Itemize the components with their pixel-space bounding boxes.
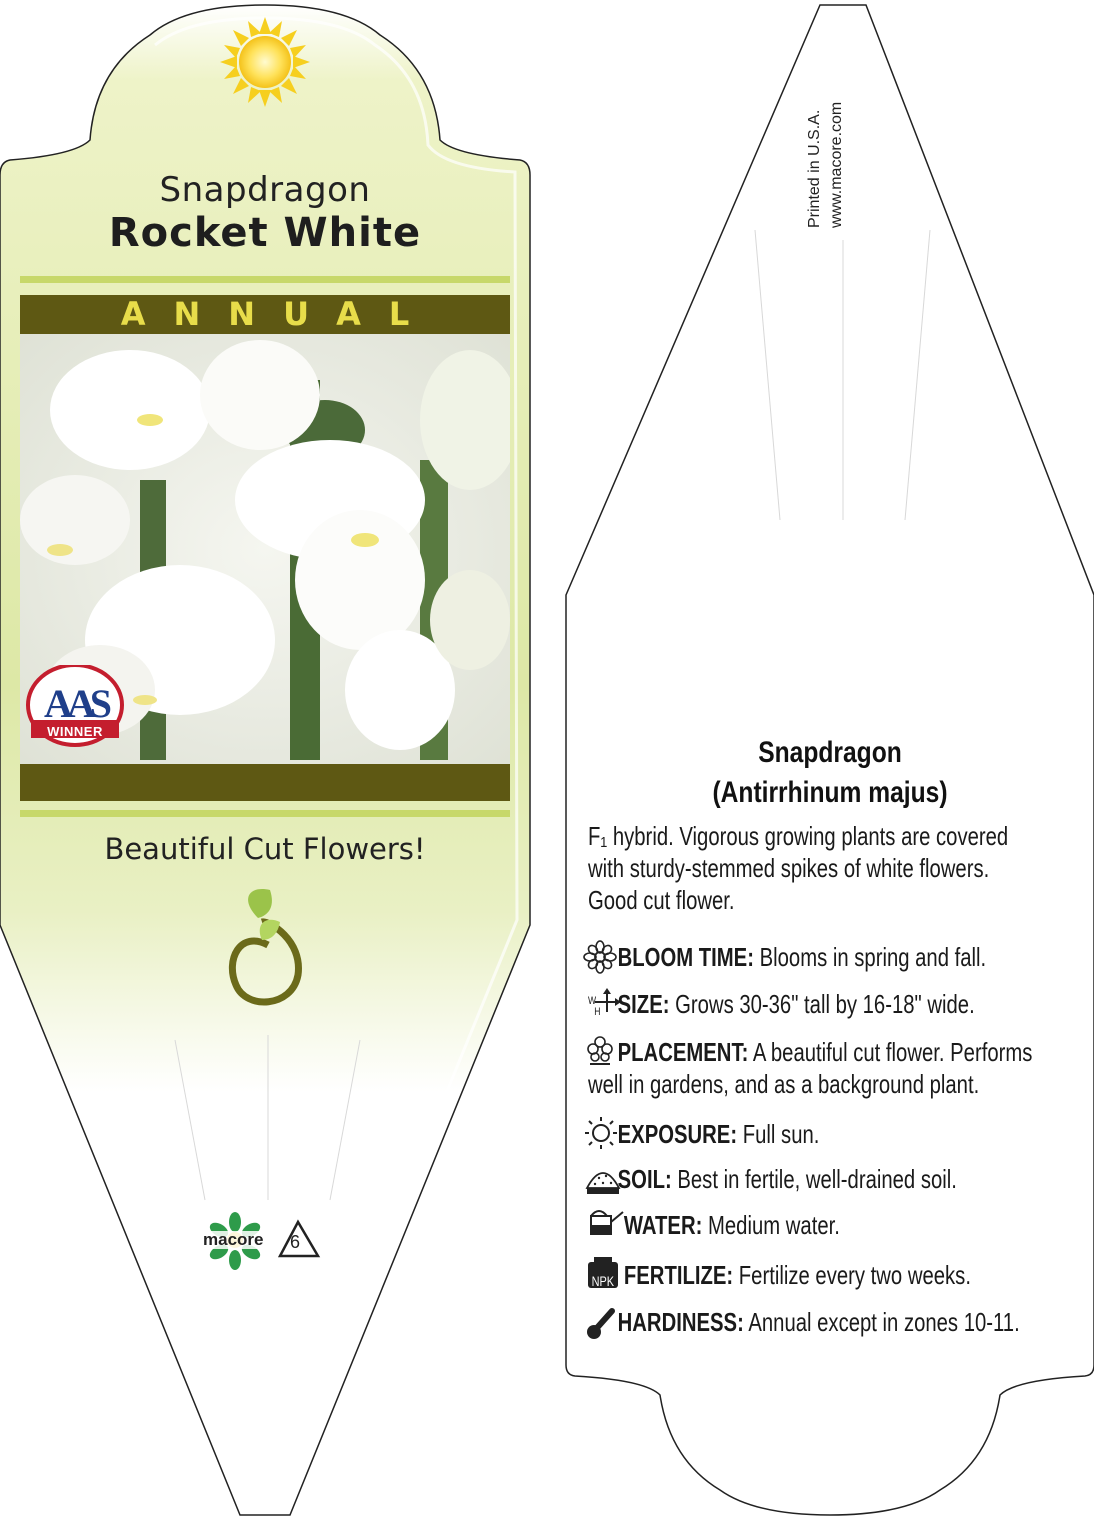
website: www.macore.com [828, 101, 845, 228]
care-text: Fertilize every two weeks. [738, 1260, 971, 1290]
care-label: EXPOSURE: [617, 1119, 738, 1149]
care-text: Annual except in zones 10-11. [748, 1307, 1020, 1337]
care-hardiness [588, 1306, 1094, 1338]
care-label: SOIL: [617, 1164, 672, 1194]
care-text: Medium water. [708, 1210, 840, 1240]
care-water [588, 1209, 1094, 1241]
care-text: Grows 30-36" tall by 16-18" wide. [675, 989, 975, 1019]
care-text: Best in fertile, well-drained soil. [677, 1164, 957, 1194]
width-letter: W [588, 995, 597, 1007]
care-soil [588, 1163, 1094, 1195]
common-name: Snapdragon [159, 170, 371, 210]
care-size [588, 988, 1094, 1024]
care-label: FERTILIZE: [623, 1260, 734, 1290]
tagline: Beautiful Cut Flowers! [104, 832, 426, 866]
back-title-botanical: (Antirrhinum majus) [712, 776, 948, 809]
npk-label: NPK [591, 1273, 615, 1289]
category-label: ANNUAL [120, 295, 438, 333]
care-bloom-time [588, 941, 1094, 973]
care-fertilize [588, 1259, 1094, 1295]
back-title-common: Snapdragon [758, 736, 902, 769]
brand-name: macore [203, 1230, 264, 1249]
care-text-continued: well in gardens, and as a background plant. [588, 1069, 980, 1099]
height-letter: H [594, 1006, 601, 1018]
care-exposure [588, 1118, 1094, 1150]
care-text: A beautiful cut flower. Performs [752, 1037, 1033, 1067]
back-title [609, 733, 1052, 813]
printed-in: Printed in U.S.A. [806, 109, 823, 228]
care-label: WATER: [623, 1210, 703, 1240]
care-label: PLACEMENT: [617, 1037, 749, 1067]
description [588, 820, 1068, 916]
aas-winner-label: WINNER [47, 724, 103, 739]
care-text: Blooms in spring and fall. [759, 942, 987, 972]
care-placement [588, 1036, 1094, 1100]
aas-logo-letters: AAS [43, 681, 107, 726]
care-label: SIZE: [617, 989, 670, 1019]
print-info [800, 60, 860, 240]
variety-name: Rocket White [108, 210, 422, 256]
sun-icon [220, 17, 310, 107]
description-text: F₁ hybrid. Vigorous growing plants are covered with sturdy-stemmed spikes of white flowers. Good cut flower. [588, 821, 1009, 915]
care-text: Full sun. [742, 1119, 820, 1149]
care-label: HARDINESS: [617, 1307, 744, 1337]
recycle-code: 6 [290, 1232, 301, 1252]
care-label: BLOOM TIME: [617, 942, 754, 972]
